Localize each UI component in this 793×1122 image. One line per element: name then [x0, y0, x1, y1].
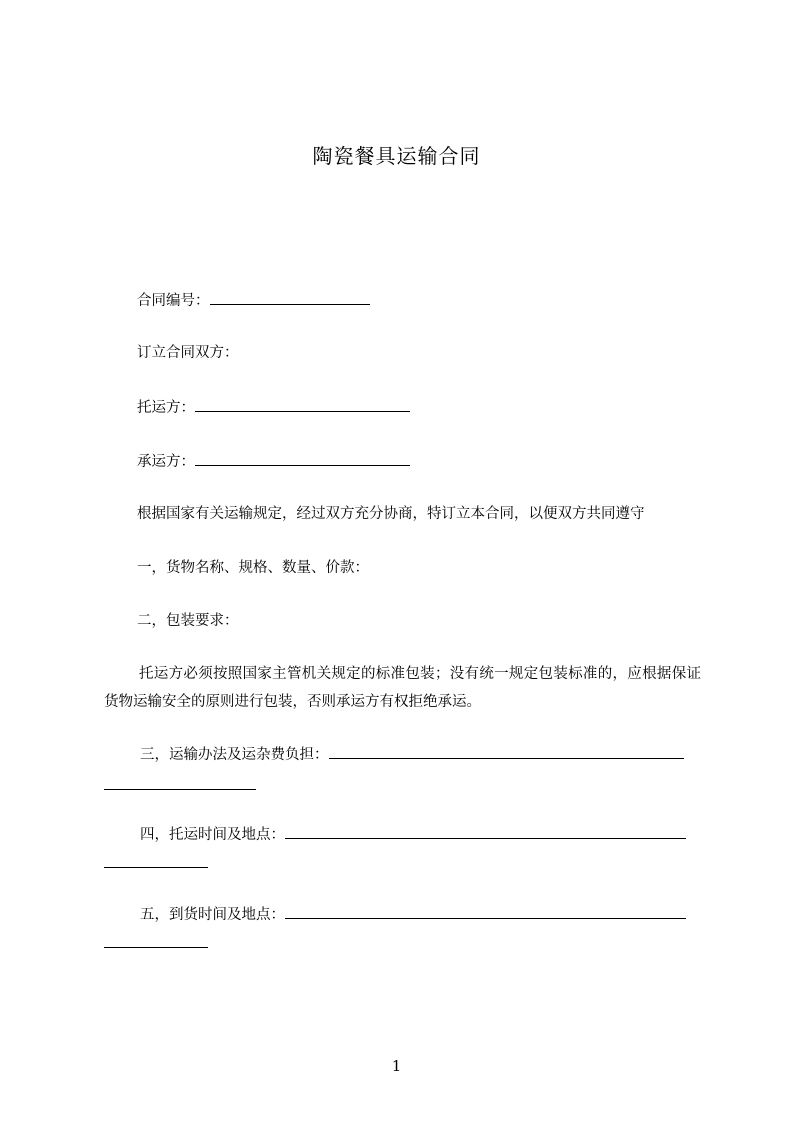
packaging-paragraph: 托运方必须按照国家主管机关规定的标准包装；没有统一规定包装标准的，应根据保证货物运输安全的原则进行包装，否则承运方有权拒绝承运。: [104, 666, 701, 710]
section-5-blank-continuation[interactable]: [104, 946, 208, 948]
section-5-line: [140, 904, 686, 925]
section-4-blank-continuation[interactable]: [104, 866, 208, 868]
section-3-heading: 三，运输办法及运杂费负担：: [140, 747, 329, 763]
carrier-blank[interactable]: [195, 451, 410, 466]
preamble-text: 根据国家有关运输规定，经过双方充分协商，特订立本合同，以便双方共同遵守: [137, 506, 645, 522]
document-title: 陶瓷餐具运输合同: [312, 144, 481, 168]
section-5-heading: 五，到货时间及地点：: [140, 907, 285, 923]
section-4-line: [140, 824, 686, 845]
section-4-heading: 四，托运时间及地点：: [140, 827, 285, 843]
shipper-label: 托运方：: [137, 400, 195, 416]
shipper-blank[interactable]: [195, 397, 410, 412]
carrier-label: 承运方：: [137, 454, 195, 470]
section-5-blank[interactable]: [285, 904, 686, 919]
carrier-line: [137, 451, 410, 472]
section-3-line: [140, 744, 684, 765]
section-1-heading: 一，货物名称、规格、数量、价款：: [137, 560, 369, 576]
contract-number-line: [137, 290, 370, 311]
section-2-heading: 二，包装要求：: [137, 613, 239, 629]
parties-label: 订立合同双方：: [137, 345, 239, 361]
contract-number-label: 合同编号：: [137, 293, 210, 309]
page-number: 1: [391, 1057, 402, 1075]
section-4-blank[interactable]: [285, 824, 686, 839]
contract-number-blank[interactable]: [210, 290, 370, 305]
section-3-blank-continuation[interactable]: [104, 788, 256, 790]
section-3-blank[interactable]: [329, 744, 684, 759]
shipper-line: [137, 397, 410, 418]
